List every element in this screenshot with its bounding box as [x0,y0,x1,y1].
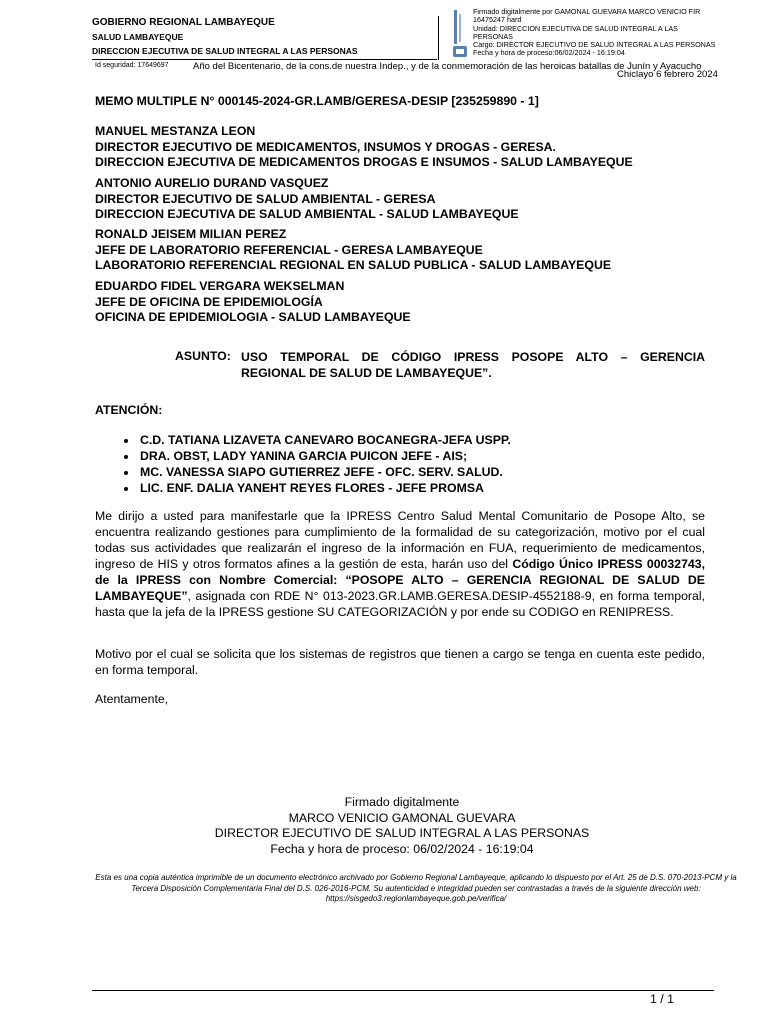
page-number: 1 / 1 [650,992,674,1006]
signature-line: Firmado digitalmente [344,795,460,809]
subject-line2: REGIONAL DE SALUD DE LAMBAYEQUE”. [241,366,492,380]
signature-date: Fecha y hora de proceso: 06/02/2024 - 16:19:04 [270,842,534,857]
attention-item: • C.D. TATIANA LIZAVETA CANEVARO BOCANEGRA-JEFA USPP. [138,432,511,448]
legal-note: Esta es una copia auténtica imprimible de un documento electrónico archivado por Gobierno Regional Lambayeque, aplicando lo dispuesto por el Art. 25 de D.S. 070-2013-PCM y la Tercera Disposición Complementaria Final del D.S. 026-2016-PCM. Su autenticidad e integridad pueden ser contrastadas a través de la siguiente dirección web: https://sisgedo3.regionlambayeque.gob.pe/verifica/ [95,873,737,904]
header-rule [92,59,437,60]
recipient-block [95,227,611,274]
recipient-name: EDUARDO FIDEL VERGARA WEKSELMAN [95,279,345,293]
recipient-role: JEFE DE OFICINA DE EPIDEMIOLOGÍA [95,294,323,309]
signature-block [200,795,604,858]
stamp-line: Cargo: DIRECTOR EJECUTIVO DE SALUD INTEGRAL A LAS PERSONAS [473,40,716,50]
recipient-office: LABORATORIO REFERENCIAL REGIONAL EN SALUD PUBLICA - SALUD LAMBAYEQUE [95,258,612,272]
stamp-line: PERSONAS [473,31,513,41]
org-name: GOBIERNO REGIONAL LAMBAYEQUE [92,17,275,28]
stamp-line: Unidad: DIRECCION EJECUTIVA DE SALUD INTEGRAL A LAS [473,23,678,33]
header-divider [438,16,439,60]
attention-item: • MC. VANESSA SIAPO GUTIERREZ JEFE - OFC. SERV. SALUD. [138,464,511,480]
org-sub1: SALUD LAMBAYEQUE [92,32,184,42]
recipient-office: OFICINA DE EPIDEMIOLOGIA - SALUD LAMBAYEQUE [95,310,411,324]
recipient-role: DIRECTOR EJECUTIVO DE MEDICAMENTOS, INSUMOS Y DROGAS - GERESA. [95,139,556,154]
body-paragraph-2: Motivo por el cual se solicita que los sistemas de registros que tienen a cargo se tenga en cuenta este pedido, en forma temporal. [95,647,705,677]
year-motto: Año del Bicentenario, de la cons.de nuestra Indep., y de la conmemoración de las heroicas batallas de Junín y Ayacucho [193,61,702,72]
ipress-code-text: Código Único IPRESS 00032743, de la IPRESS con Nombre Comercial: “POSOPE ALTO – GERENCIA REGIONAL DE SALUD DE LAMBAYEQUE” [95,557,705,603]
signature-stamp [473,8,758,58]
recipient-name: ANTONIO AURELIO DURAND VASQUEZ [95,176,329,190]
body-text: Me dirijo a usted para manifestarle que la IPRESS Centro Salud Mental Comunitario de Posope Alto, se encuentra realizando gestiones para cumplimiento de la formalidad de su categorización, motivo por el cual todas sus actividades que realizarán el ingreso de la información en FUA, requerimiento de medicamentos, ingreso de HIS y otros formatos afines a la gestión de esta, harán uso del [95,509,705,571]
digital-signature-seal-icon [452,10,468,58]
attention-list [95,432,511,496]
recipient-role: DIRECTOR EJECUTIVO DE SALUD AMBIENTAL - GERESA [95,191,436,206]
org-sub2: DIRECCION EJECUTIVA DE SALUD INTEGRAL A LAS PERSONAS [92,46,358,56]
subject-line1: USO TEMPORAL DE CÓDIGO IPRESS POSOPE ALTO – GERENCIA [241,350,705,364]
document-date: Chiclayo 6 febrero 2024 [617,69,718,80]
footer-rule [92,990,714,991]
stamp-line: Firmado digitalmente por GAMONAL GUEVARA MARCO VENICIO FIR [473,7,701,16]
attention-item: • LIC. ENF. DALIA YANEHT REYES FLORES - JEFE PROMSA [138,480,511,496]
recipient-name: RONALD JEISEM MILIAN PEREZ [95,227,287,241]
body-paragraph-1 [95,508,705,620]
recipient-block [95,124,633,171]
memo-number: MEMO MULTIPLE N° 000145-2024-GR.LAMB/GERESA-DESIP [235259890 - 1] [95,94,539,108]
recipient-name: MANUEL MESTANZA LEON [95,124,256,138]
recipient-role: JEFE DE LABORATORIO REFERENCIAL - GERESA LAMBAYEQUE [95,242,483,257]
recipient-block [95,176,519,223]
recipient-office: DIRECCION EJECUTIVA DE MEDICAMENTOS DROGAS E INSUMOS - SALUD LAMBAYEQUE [95,155,633,169]
stamp-line: Fecha y hora de proceso:06/02/2024 - 16:19:04 [473,48,625,58]
recipient-block [95,279,411,326]
signer-name: MARCO VENICIO GAMONAL GUEVARA [288,810,516,825]
signer-title: DIRECTOR EJECUTIVO DE SALUD INTEGRAL A LAS PERSONAS [214,826,590,841]
body-text: , asignada con RDE N° 013-2023.GR.LAMB.GERESA.DESIP-4552188-9, en forma temporal, hasta que la jefa de la IPRESS gestione SU CATEGORIZACIÓN y por ende su CODIGO en RENIPRESS. [95,589,705,619]
closing: Atentamente, [95,692,169,706]
recipient-office: DIRECCION EJECUTIVA DE SALUD AMBIENTAL - SALUD LAMBAYEQUE [95,207,519,221]
attention-item: • DRA. OBST, LADY YANINA GARCIA PUICON JEFE - AIS; [138,448,511,464]
subject-label: ASUNTO: [175,349,231,363]
stamp-line: 16475247 hard [473,15,522,25]
security-id: Id seguridad: 17649697 [95,62,169,69]
attention-label: ATENCIÓN: [95,403,163,417]
